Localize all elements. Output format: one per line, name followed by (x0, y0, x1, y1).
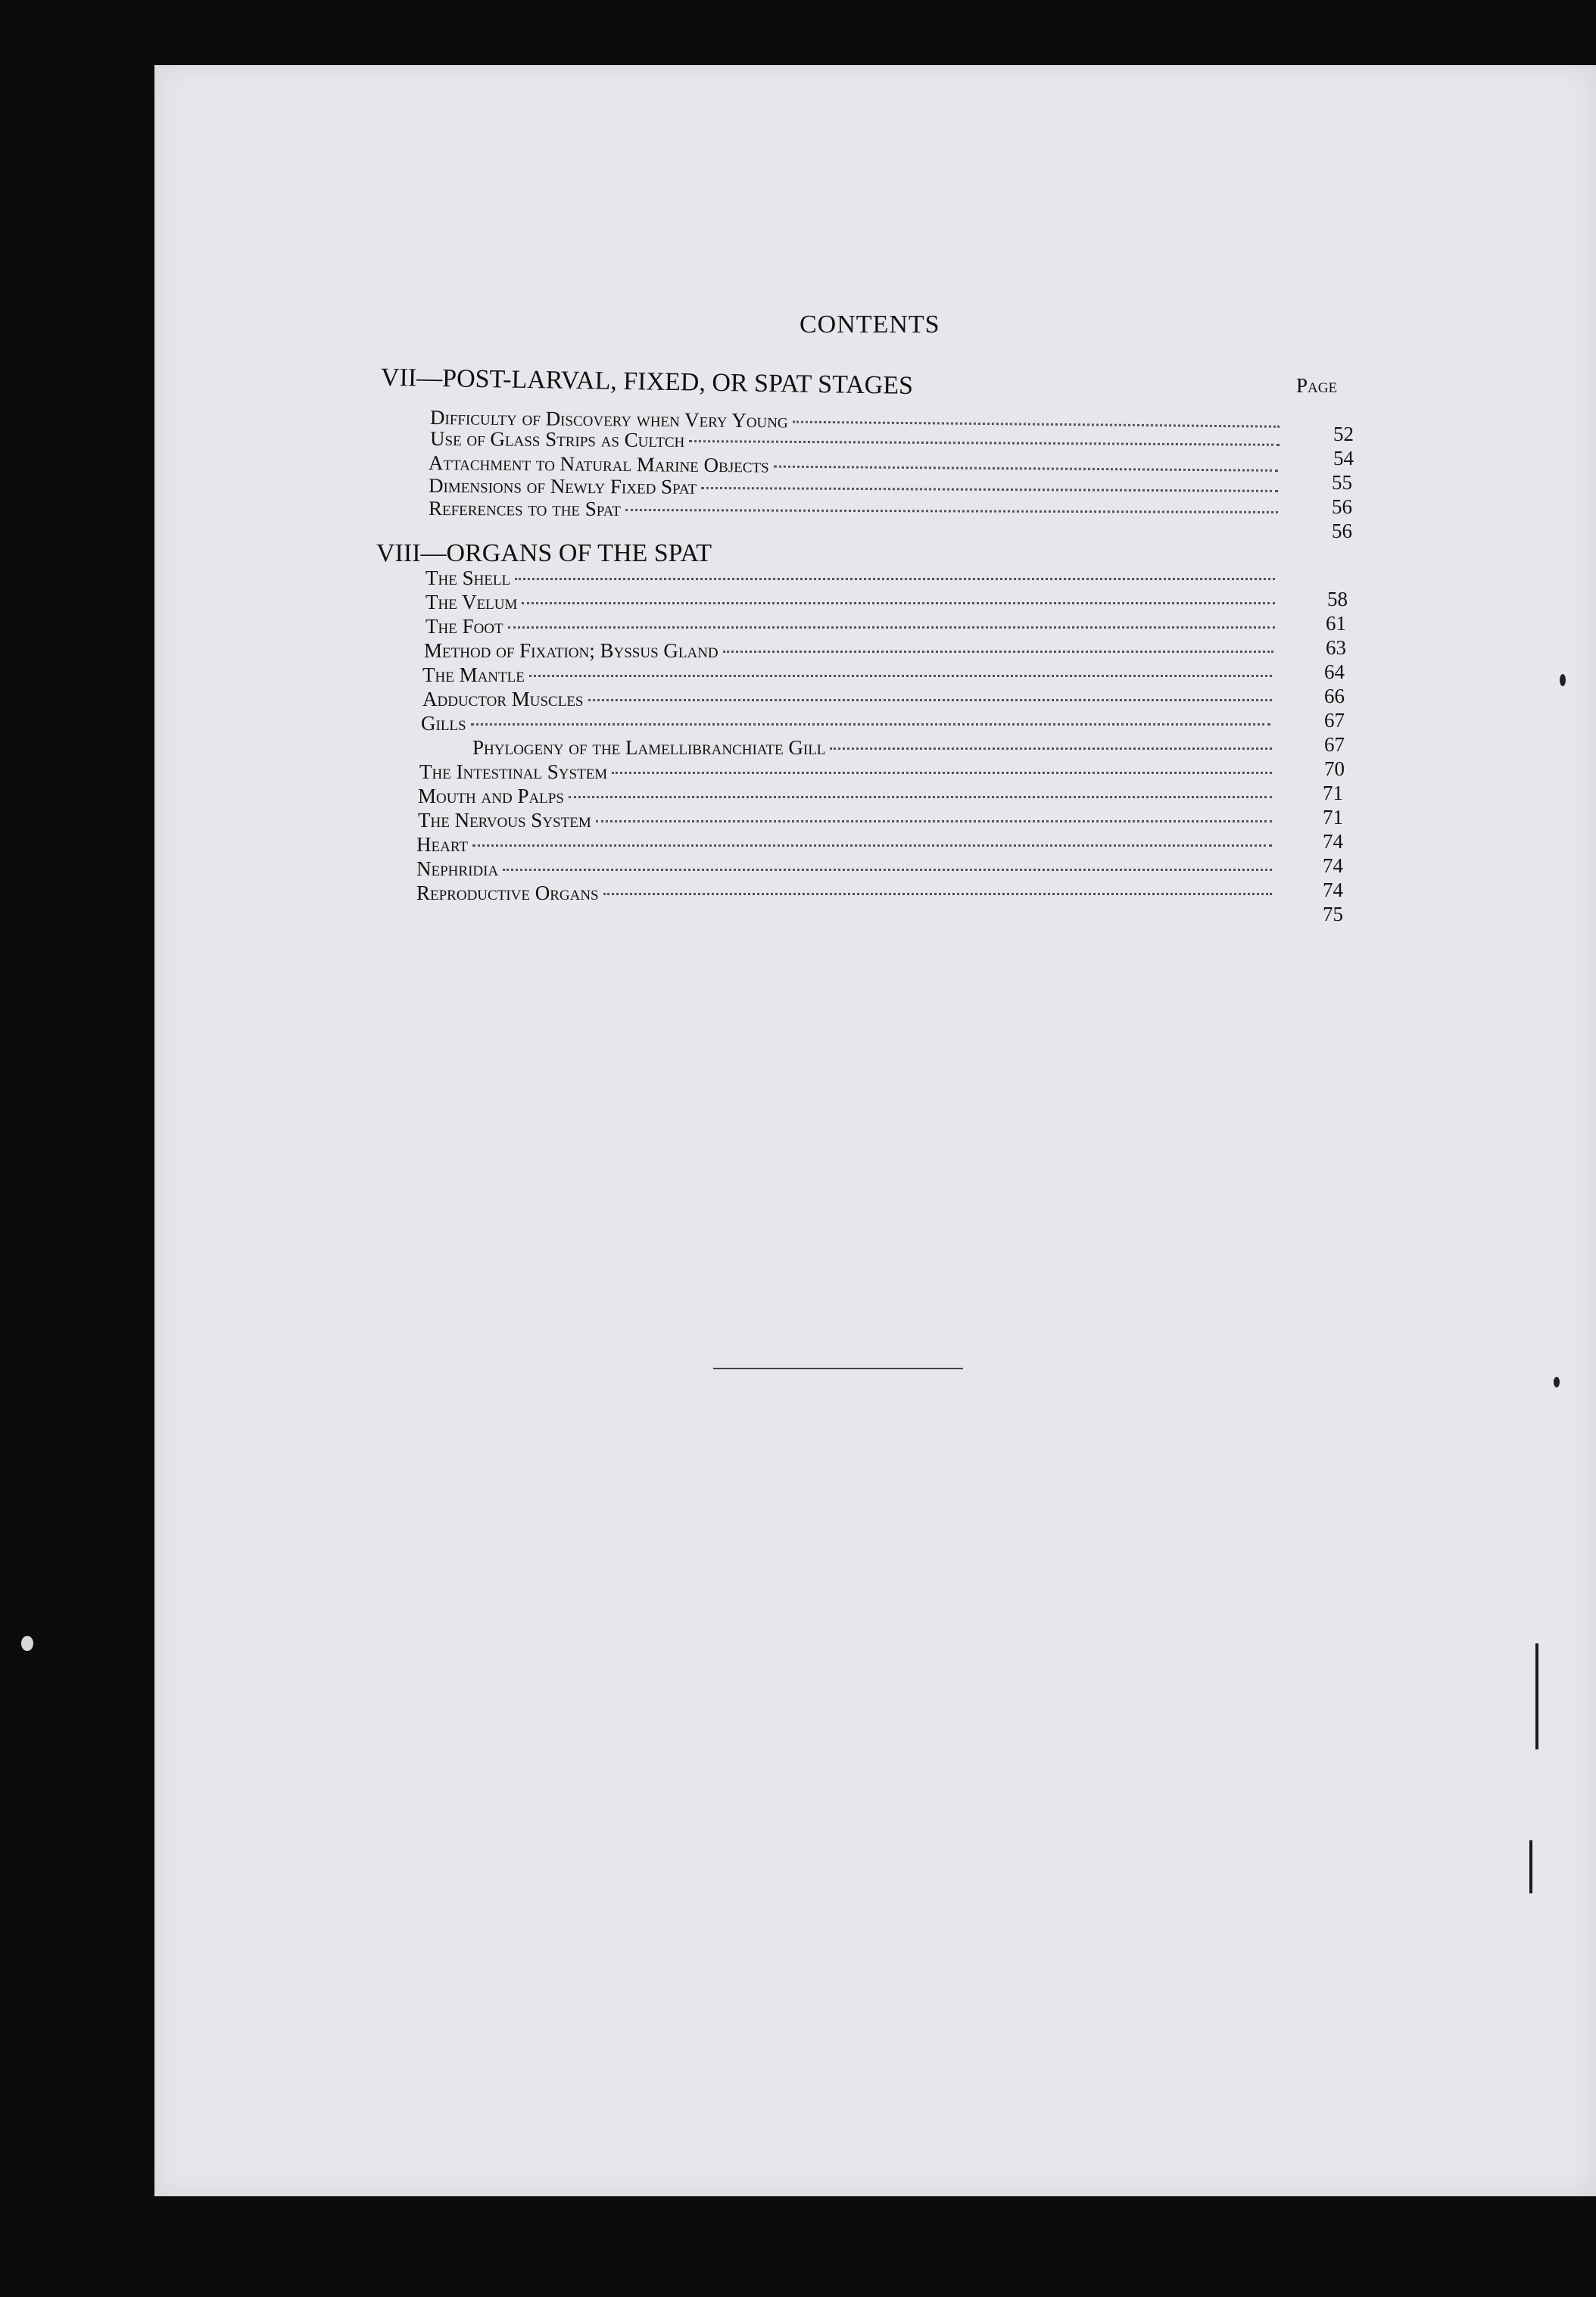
toc-entry (425, 566, 1281, 589)
dot-leader (830, 747, 1272, 750)
toc-entry (425, 615, 1281, 638)
toc-entry (424, 639, 1280, 662)
chapter-heading: VII—POST-LARVAL, FIXED, OR SPAT STAGES (380, 364, 914, 401)
page-number: 71 (1323, 806, 1343, 829)
dot-leader (515, 578, 1275, 580)
page-number: 67 (1324, 709, 1345, 732)
toc-entry-label: The Mantle (422, 663, 525, 686)
toc-entry-label: Gills (421, 712, 466, 735)
dot-leader (522, 602, 1275, 604)
page-number: 52 (1333, 423, 1354, 445)
dot-leader (625, 509, 1278, 513)
page-column-header: Page (1296, 374, 1338, 397)
dot-leader (774, 466, 1278, 472)
toc-entry (416, 833, 1278, 856)
page-number: 74 (1323, 830, 1343, 853)
scan-speck (21, 1636, 33, 1651)
page-number: 58 (1327, 588, 1348, 610)
toc-entry (425, 591, 1281, 613)
scan-streak (1529, 1840, 1532, 1893)
page-number: 56 (1332, 495, 1352, 518)
toc-entry-label: The Velum (425, 591, 518, 613)
toc-entry-label: The Intestinal System (419, 760, 608, 783)
toc-entry (416, 857, 1278, 880)
dot-leader (529, 675, 1272, 677)
toc-entry (416, 882, 1278, 904)
toc-entry-label: References to the Spat (428, 497, 621, 520)
page-number: 74 (1323, 879, 1343, 901)
toc-entry (418, 785, 1278, 807)
page-number: 71 (1323, 782, 1343, 804)
page-number: 54 (1333, 447, 1354, 470)
dot-leader (569, 796, 1272, 798)
page-number: 56 (1332, 520, 1352, 542)
dot-leader (596, 820, 1272, 822)
page-number: 64 (1324, 660, 1345, 683)
page-number: 70 (1324, 757, 1345, 780)
toc-entry (429, 497, 1284, 523)
toc-entry-label: Adductor Muscles (422, 688, 584, 710)
dot-leader (471, 723, 1270, 726)
scan-streak (1535, 1643, 1538, 1749)
toc-entry-label: Phylogeny of the Lamellibranchiate Gill (472, 736, 826, 759)
chapter-heading: VIII—ORGANS OF THE SPAT (376, 539, 712, 567)
page-number: 75 (1323, 903, 1343, 925)
toc-entry-label: Mouth and Palps (418, 785, 564, 807)
toc-entry-label: Heart (416, 833, 468, 856)
scan-speck (1560, 674, 1566, 686)
page-number: 55 (1332, 471, 1352, 494)
toc-entry (422, 688, 1278, 710)
page-title: CONTENTS (800, 311, 940, 339)
toc-entry-label: The Shell (425, 566, 511, 589)
dot-leader (472, 844, 1272, 847)
dot-leader (723, 651, 1273, 653)
toc-entry-label: Nephridia (416, 857, 499, 880)
toc-entry-label: Use of Glass Strips as Cultch (429, 427, 685, 452)
scan-speck (1554, 1377, 1560, 1387)
dot-leader (588, 699, 1273, 701)
dot-leader (603, 893, 1272, 895)
end-rule (713, 1368, 963, 1369)
toc-entry-sub (472, 736, 1278, 759)
page-number: 67 (1324, 733, 1345, 756)
dot-leader (793, 421, 1280, 428)
toc-entry-label: Difficulty of Discovery when Very Young (429, 406, 788, 432)
toc-entry-label: Reproductive Organs (416, 882, 599, 904)
toc-entry-label: Attachment to Natural Marine Objects (428, 451, 769, 477)
dot-leader (612, 772, 1272, 774)
page-number: 63 (1326, 636, 1346, 659)
page-number: 74 (1323, 854, 1343, 877)
toc-entry-label: The Foot (425, 615, 503, 638)
toc-entry-label: Dimensions of Newly Fixed Spat (428, 474, 697, 498)
dot-leader (689, 440, 1280, 446)
toc-entry (418, 809, 1278, 832)
toc-entry (421, 712, 1276, 735)
dot-leader (701, 487, 1278, 492)
page-number: 66 (1324, 685, 1345, 707)
toc-entry (422, 663, 1278, 686)
dot-leader (503, 869, 1272, 871)
toc-entry (419, 760, 1278, 783)
dot-leader (508, 626, 1275, 629)
page-number: 61 (1326, 612, 1346, 635)
toc-entry-label: Method of Fixation; Byssus Gland (424, 639, 719, 662)
toc-entry (430, 427, 1286, 455)
toc-entry-label: The Nervous System (418, 809, 591, 832)
